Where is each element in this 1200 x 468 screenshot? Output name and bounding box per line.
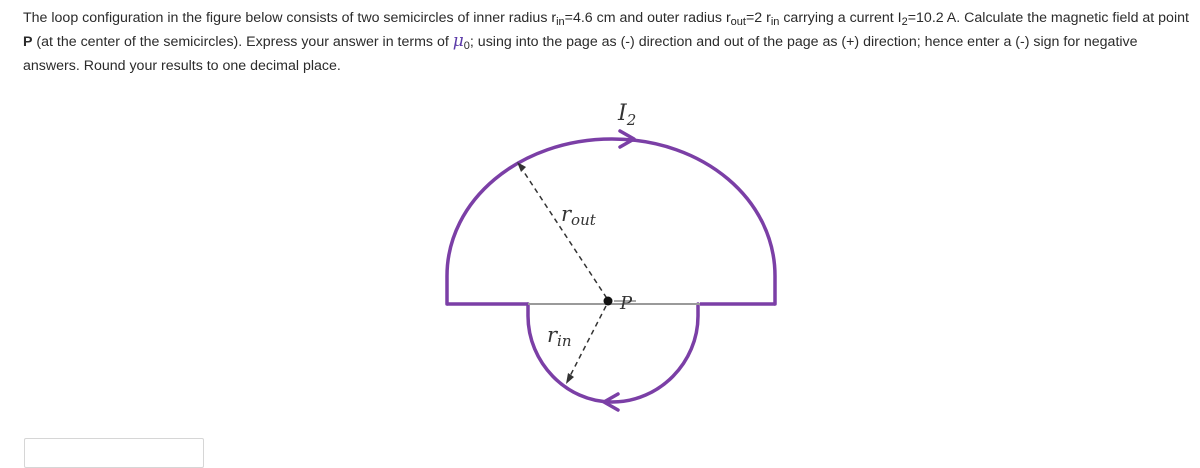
point-symbol: P — [23, 34, 33, 50]
r-out-dashed-line — [520, 166, 608, 300]
question-part3: . Calculate the magnetic field at point — [956, 10, 1189, 26]
mu-symbol: μ — [452, 31, 464, 51]
r-out-arrowhead-icon — [517, 162, 526, 172]
r-in-value: =4.6 cm and outer radius — [564, 10, 726, 26]
r-in-symbol: $r_{in}$ — [551, 10, 565, 28]
fig-current-label: $I_2$ — [618, 101, 637, 129]
fig-point-label: P — [620, 293, 633, 314]
question-part4: (at the center of the semicircles). Express your answer in terms of — [32, 34, 453, 50]
r-out-value: =2 — [745, 10, 767, 26]
outer-semicircle-wire — [447, 139, 775, 304]
r-in-dashed-line — [569, 306, 606, 378]
mu-subscript: 0 — [463, 40, 470, 52]
fig-r-in-label: rin — [547, 323, 572, 350]
current-value: =10.2 A — [907, 10, 957, 26]
r-out-symbol: $r_{out}$ — [725, 10, 746, 28]
r-in-arrowhead-icon — [566, 373, 574, 384]
fig-r-out-label: rout — [561, 202, 596, 229]
question-part2: carrying a current — [779, 10, 898, 26]
current-symbol: $I_2$ — [897, 10, 908, 28]
inner-semicircle-wire — [528, 304, 698, 402]
question-part1: The loop configuration in the figure below consists of two semicircles of inner radius — [23, 10, 552, 26]
point-p-dot — [604, 297, 613, 306]
r-in-symbol-2: $r_{in}$ — [766, 10, 780, 28]
question-part5: ; using into the page as (-) direction and out of the page as (+) direction; hence enter a (-) sign for negative answers. Round your results to one decimal place. — [23, 34, 1138, 74]
answer-input[interactable] — [24, 438, 204, 468]
